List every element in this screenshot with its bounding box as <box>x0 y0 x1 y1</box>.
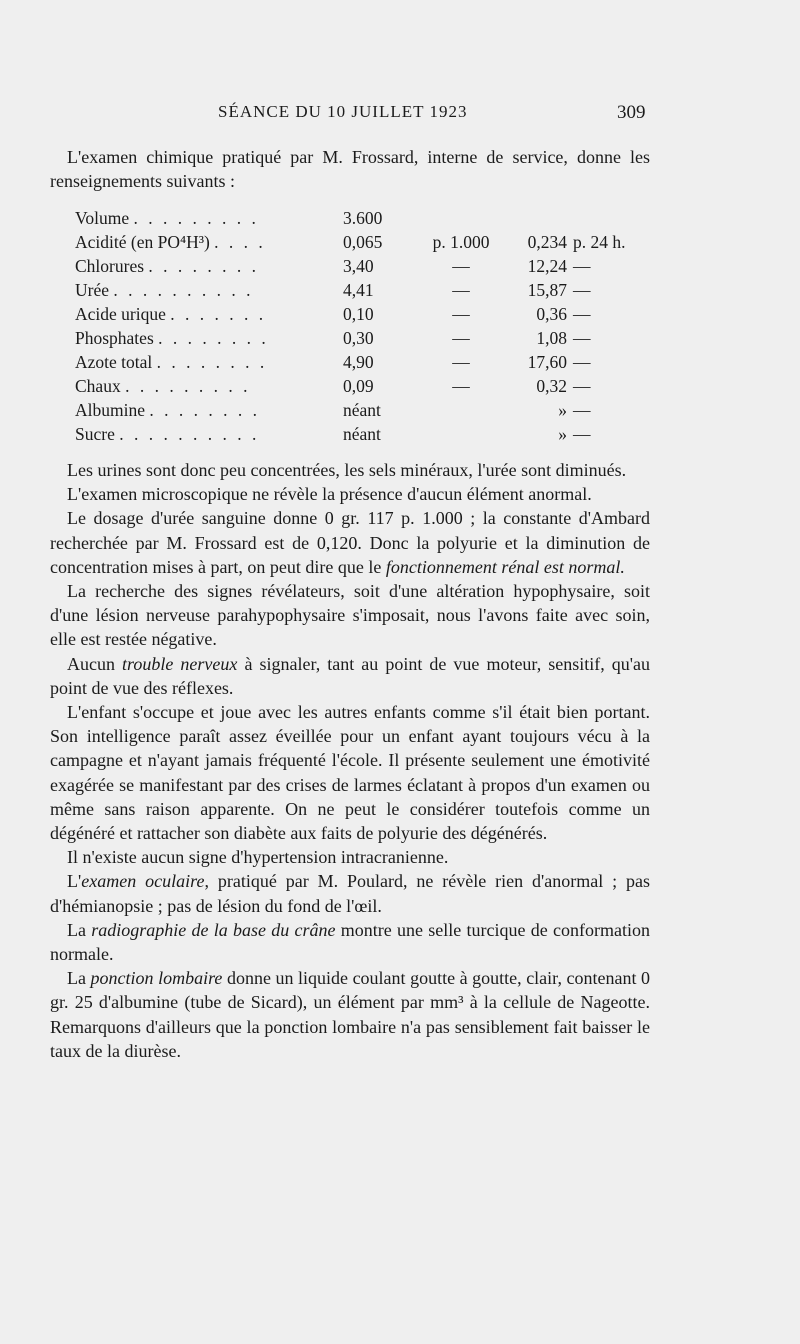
row-label: Volume <box>75 207 130 228</box>
analysis-row <box>75 230 626 254</box>
value-per-day: 0,234 <box>527 231 567 252</box>
unit-per-day: — <box>573 303 591 324</box>
running-header <box>0 100 800 130</box>
leader-dots: . . . . . . . . . <box>133 207 259 228</box>
row-label-cell <box>75 350 343 374</box>
row-label-cell <box>75 278 343 302</box>
row-label-cell <box>75 422 343 446</box>
text-run: La <box>67 968 86 989</box>
leader-dots: . . . . <box>214 231 266 252</box>
text-run: Aucun <box>67 653 115 674</box>
value-per-liter: 0,30 <box>343 327 374 348</box>
intro-paragraph <box>50 145 650 193</box>
paragraph <box>50 652 650 700</box>
analysis-row <box>75 302 626 326</box>
intro-text: L'examen chimique pratiqué par M. Frossard, interne de service, donne les renseignements suivants : <box>50 147 650 191</box>
analysis-row <box>75 374 626 398</box>
text-run: L' <box>67 871 82 892</box>
analysis-row <box>75 278 626 302</box>
unit-per-thousand: — <box>452 303 470 324</box>
italic-run: examen oculaire <box>81 871 205 892</box>
value-per-liter: 3,40 <box>343 255 374 276</box>
text-run: , pratiqué par M. Poulard, ne révèle rien d'anormal ; pas d'hémianopsie ; pas de lésion du fond de l'œil. <box>50 871 650 916</box>
row-label-cell <box>75 230 343 254</box>
row-label: Albumine <box>75 399 145 420</box>
paragraph: Les urines sont donc peu concentrées, les sels minéraux, l'urée sont diminués. <box>67 460 627 480</box>
italic-run: trouble nerveux <box>122 653 238 674</box>
analysis-row <box>75 254 626 278</box>
body-text <box>50 458 650 1063</box>
row-label: Urée <box>75 279 110 300</box>
italic-run: fonctionnement rénal est normal. <box>385 556 625 577</box>
value-per-day: » <box>558 399 567 420</box>
leader-dots: . . . . . . . . <box>156 351 268 372</box>
unit-per-thousand: — <box>452 375 470 396</box>
text-run: La <box>67 919 86 940</box>
unit-per-thousand <box>425 398 497 422</box>
analysis-row <box>75 398 626 422</box>
row-label-cell <box>75 374 343 398</box>
italic-run: ponction lombaire <box>90 968 223 989</box>
urine-analysis-table <box>75 206 626 446</box>
unit-per-thousand: — <box>452 279 470 300</box>
value-per-day: 0,36 <box>536 303 567 324</box>
value-per-day: 17,60 <box>527 351 567 372</box>
paragraph: La recherche des signes révélateurs, soit d'une altération hypophysaire, soit d'une lésion nerveuse parahypophysaire s'imposait, nous l'avons faite avec soin, elle est restée négative. <box>50 581 650 650</box>
row-label: Azote total <box>75 351 153 372</box>
paragraph <box>50 506 650 579</box>
unit-per-thousand: — <box>452 351 470 372</box>
paragraph <box>50 869 650 917</box>
value-per-day <box>497 206 573 230</box>
text-run: montre une selle turcique de conformation normale. <box>50 919 650 965</box>
text-run: Le dosage d'urée sanguine donne 0 gr. 117 p. 1.000 ; la constante d'Ambard recherchée par M. Frossard est de 0,120. Donc la polyurie et la diminution de concentration mises à part, on peut dire que le <box>50 508 650 577</box>
leader-dots: . . . . . . . . <box>158 327 269 348</box>
row-label-cell <box>75 326 343 350</box>
page-number: 309 <box>617 102 646 123</box>
paragraph: L'examen microscopique ne révèle la présence d'aucun élément anormal. <box>67 484 592 505</box>
value-per-day: 15,87 <box>527 279 567 300</box>
row-label: Sucre <box>75 423 115 444</box>
leader-dots: . . . . . . . <box>170 303 267 324</box>
italic-run: radiographie de la base du crâne <box>91 919 336 940</box>
unit-per-day: p. 24 h. <box>573 231 626 252</box>
row-label-cell <box>75 302 343 326</box>
row-label: Chaux <box>75 375 121 396</box>
unit-per-day: — <box>573 279 591 300</box>
analysis-row <box>75 206 626 230</box>
value-per-liter: 0,10 <box>343 303 374 324</box>
value-per-liter: 4,90 <box>343 351 374 372</box>
row-label-cell <box>75 206 343 230</box>
unit-per-thousand: p. 1.000 <box>432 231 490 252</box>
leader-dots: . . . . . . . . . <box>125 375 251 396</box>
leader-dots: . . . . . . . . <box>148 255 260 276</box>
value-per-day: » <box>558 423 567 444</box>
leader-dots: . . . . . . . . . . <box>119 423 260 444</box>
row-label: Chlorures <box>75 255 145 276</box>
unit-per-thousand <box>425 422 497 446</box>
paragraph <box>50 918 650 966</box>
leader-dots: . . . . . . . . <box>149 399 260 420</box>
unit-per-thousand: — <box>452 255 470 276</box>
text-run: donne un liquide coulant goutte à goutte, clair, contenant 0 gr. 25 d'albumine (tube de Sicard), un élément par mm³ à la cellule de Nageotte. Remarquons d'ailleurs que la ponction lombaire n'a pas sensiblement fait baisser le taux de la diurèse. <box>50 968 650 1061</box>
paragraph: L'enfant s'occupe et joue avec les autres enfants comme s'il était bien portant. Son intelligence paraît assez éveillée pour un enfant ayant toujours vécu à la campagne et n'ayant jamais fréquenté l'école. Il présente seulement une émotivité exagérée se manifestant par des crises de larmes éclatant à propos d'un examen ou même sans raison apparente. On ne peut le considérer toutefois comme un dégénéré et rattacher son diabète aux faits de polyurie des dégénérés. <box>50 702 650 844</box>
text-run: à signaler, tant au point de vue moteur, sensitif, qu'au point de vue des réflexes. <box>50 653 651 698</box>
analysis-row <box>75 422 626 446</box>
value-per-day: 1,08 <box>536 327 567 348</box>
paragraph <box>50 966 650 1063</box>
paragraph: Il n'existe aucun signe d'hypertension intracranienne. <box>67 847 449 868</box>
row-label: Acide urique <box>75 303 166 324</box>
value-per-liter: 3.600 <box>343 207 383 228</box>
value-per-liter: 0,065 <box>343 231 383 252</box>
unit-per-day: — <box>573 399 591 420</box>
unit-per-thousand: — <box>452 327 470 348</box>
unit-per-thousand <box>425 206 497 230</box>
value-per-day: 0,32 <box>536 375 567 396</box>
unit-per-day: — <box>573 375 591 396</box>
value-per-day: 12,24 <box>527 255 567 276</box>
value-per-liter: néant <box>343 399 381 420</box>
value-per-liter: 4,41 <box>343 279 374 300</box>
row-label-cell <box>75 398 343 422</box>
row-label-cell <box>75 254 343 278</box>
unit-per-day: — <box>573 423 591 444</box>
header-title: SÉANCE DU 10 JUILLET 1923 <box>218 102 468 121</box>
value-per-liter: néant <box>343 423 381 444</box>
unit-per-day: — <box>573 255 591 276</box>
value-per-liter: 0,09 <box>343 375 374 396</box>
row-label: Acidité (en PO⁴H³) <box>75 231 210 252</box>
unit-per-day <box>573 206 626 230</box>
unit-per-day: — <box>573 351 591 372</box>
unit-per-day: — <box>573 327 591 348</box>
analysis-row <box>75 350 626 374</box>
analysis-row <box>75 326 626 350</box>
row-label: Phosphates <box>75 327 154 348</box>
leader-dots: . . . . . . . . . . <box>113 279 254 300</box>
